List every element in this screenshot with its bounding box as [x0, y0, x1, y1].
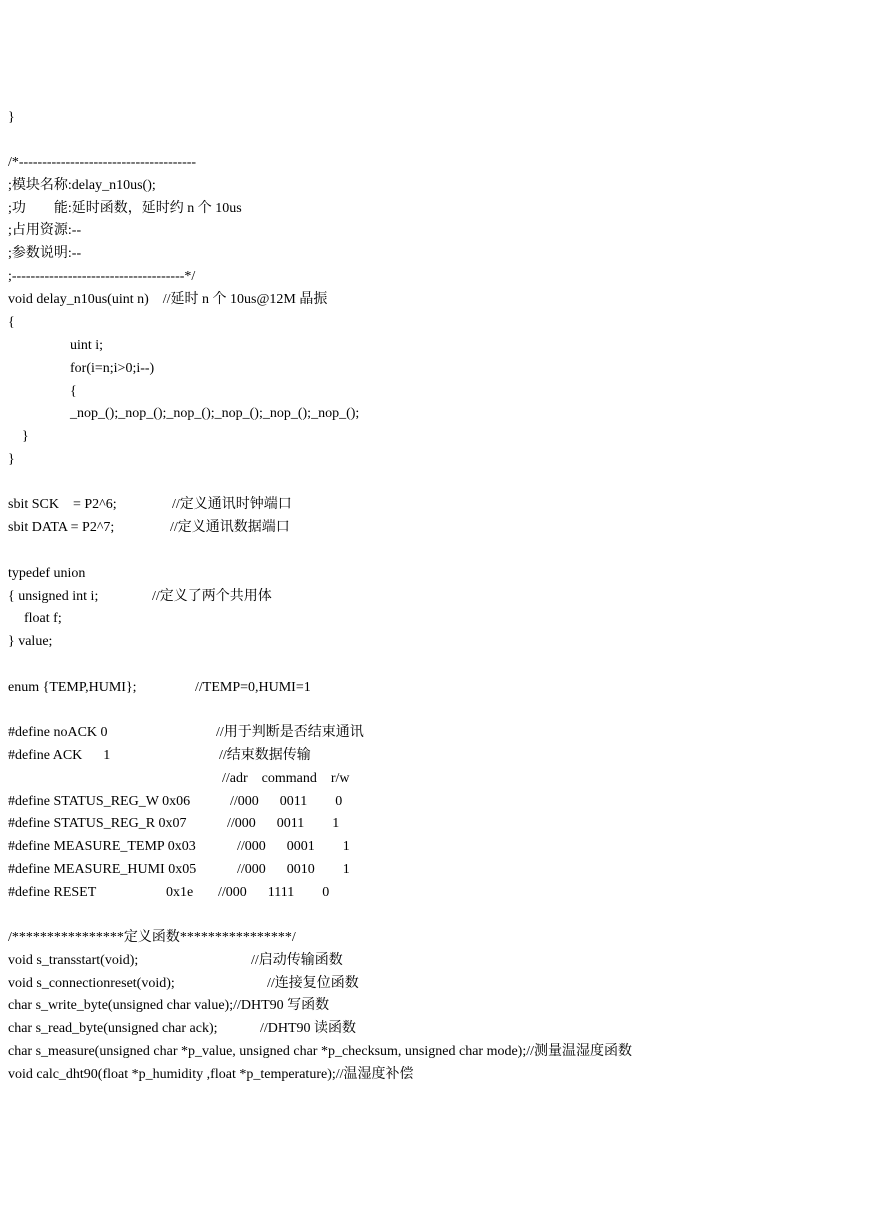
- code-line: }: [22, 429, 29, 444]
- code-line: void s_connectionreset(void);: [8, 976, 175, 991]
- code-line: void delay_n10us(uint n) //延时 n 个 10us@12M 晶振: [8, 292, 328, 307]
- code-line: {: [8, 315, 15, 330]
- code-line: } value;: [8, 634, 53, 649]
- code-line: uint i;: [70, 338, 104, 353]
- code-line: float f;: [24, 611, 62, 626]
- code-line: { unsigned int i;: [8, 589, 99, 604]
- comment-line: ;模块名称:delay_n10us();: [8, 178, 156, 193]
- code-comment: //定义通讯时钟端口: [172, 497, 292, 512]
- code-line: #define STATUS_REG_R 0x07: [8, 816, 187, 831]
- code-comment: /****************定义函数****************/: [8, 930, 296, 945]
- code-line: #define STATUS_REG_W 0x06: [8, 794, 191, 809]
- code-comment: //000 0011 0: [230, 794, 343, 809]
- code-comment: //结束数据传输: [219, 748, 311, 763]
- code-line: {: [70, 384, 77, 399]
- code-comment: //用于判断是否结束通讯: [216, 725, 364, 740]
- comment-line: ;-------------------------------------*/: [8, 269, 196, 284]
- code-comment: //000 0010 1: [237, 862, 350, 877]
- code-comment: //连接复位函数: [267, 976, 359, 991]
- code-line: char s_measure(unsigned char *p_value, unsigned char *p_checksum, unsigned char mode);//测量温湿度函数: [8, 1044, 632, 1059]
- code-line: #define MEASURE_HUMI 0x05: [8, 862, 197, 877]
- code-line: char s_write_byte(unsigned char value);//DHT90 写函数: [8, 998, 330, 1013]
- code-line: #define noACK 0: [8, 725, 108, 740]
- code-line: sbit DATA = P2^7;: [8, 520, 115, 535]
- code-line: }: [8, 452, 15, 467]
- code-line: enum {TEMP,HUMI};: [8, 680, 137, 695]
- code-line: #define ACK 1: [8, 748, 111, 763]
- code-comment: //定义了两个共用体: [152, 589, 272, 604]
- code-line: _nop_();_nop_();_nop_();_nop_();_nop_();_nop_();: [70, 406, 360, 421]
- comment-line: /*--------------------------------------: [8, 155, 197, 170]
- code-comment: //TEMP=0,HUMI=1: [195, 680, 311, 695]
- code-line: void s_transstart(void);: [8, 953, 139, 968]
- comment-line: ;占用资源:--: [8, 223, 82, 238]
- code-line: void calc_dht90(float *p_humidity ,float *p_temperature);//温湿度补偿: [8, 1067, 414, 1082]
- code-line: 0x1e: [166, 885, 194, 900]
- code-line: #define MEASURE_TEMP 0x03: [8, 839, 196, 854]
- code-comment: //adr command r/w: [222, 771, 350, 786]
- code-line: #define RESET: [8, 885, 97, 900]
- code-comment: //定义通讯数据端口: [170, 520, 290, 535]
- code-comment: //000 0011 1: [227, 816, 340, 831]
- code-line: for(i=n;i>0;i--): [70, 361, 155, 376]
- code-comment: //DHT90 读函数: [260, 1021, 357, 1036]
- comment-line: ;功 能:延时函数，延时约 n 个 10us: [8, 201, 242, 216]
- code-line: char s_read_byte(unsigned char ack);: [8, 1021, 218, 1036]
- code-comment: //000 0001 1: [237, 839, 350, 854]
- code-line: }: [8, 110, 15, 125]
- comment-line: ;参数说明:--: [8, 246, 82, 261]
- code-line: typedef union: [8, 566, 86, 581]
- code-comment: //000 1111 0: [218, 885, 330, 900]
- code-line: sbit SCK = P2^6;: [8, 497, 117, 512]
- code-comment: //启动传输函数: [251, 953, 343, 968]
